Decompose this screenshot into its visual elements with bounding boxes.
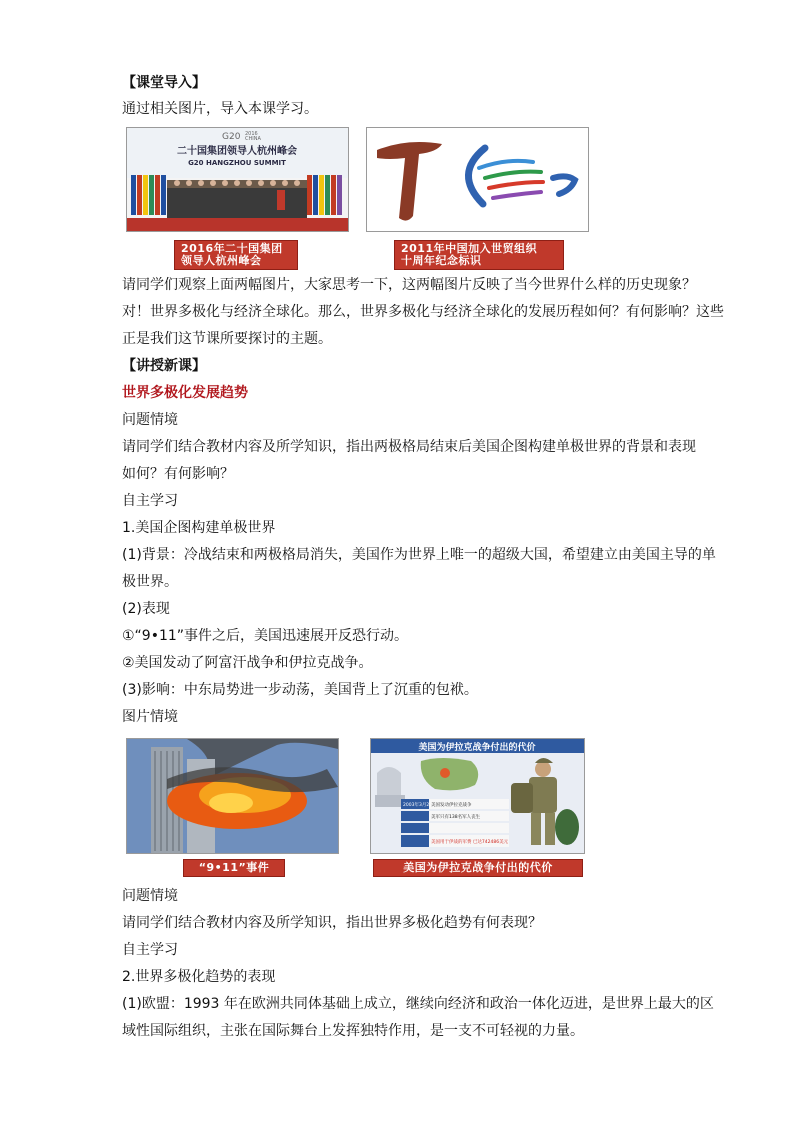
leaders-group bbox=[167, 180, 307, 218]
point1-heading: 1.美国企图构建单极世界 bbox=[122, 520, 276, 536]
g20-country: CHINA bbox=[245, 136, 261, 142]
g20-title-cn: 二十国集团领导人杭州峰会 bbox=[177, 146, 297, 157]
nine-eleven-image bbox=[126, 738, 339, 854]
eu-line2: 域性国际组织，主张在国际舞台上发挥独特作用，是一支不可轻视的力量。 bbox=[122, 1023, 584, 1039]
g20-caption: 2016年二十国集团 领导人杭州峰会 bbox=[174, 240, 298, 270]
new-lesson-heading: 【讲授新课】 bbox=[122, 358, 206, 374]
para1-line3: 正是我们这节课所要探讨的主题。 bbox=[122, 331, 332, 347]
background-line1: (1)背景：冷战结束和两极格局消失，美国作为世界上唯一的超级大国，希望建立由美国主导的单 bbox=[122, 547, 716, 563]
para1-line1: 请同学们观察上面两幅图片，大家思考一下，这两幅图片反映了当今世界什么样的历史现象？ bbox=[122, 277, 696, 293]
point2-heading: 2.世界多极化趋势的表现 bbox=[122, 969, 276, 985]
iraq-row2-text: 美军只有138名军人丧生 bbox=[431, 815, 481, 820]
background-line2: 极世界。 bbox=[122, 574, 178, 590]
para1-line2: 对！世界多极化与经济全球化。那么，世界多极化与经济全球化的发展历程如何？有何影响？这些 bbox=[122, 304, 724, 320]
g20-summit-image bbox=[126, 127, 349, 232]
effect-text: (3)影响：中东局势进一步动荡，美国背上了沉重的包袱。 bbox=[122, 682, 478, 698]
g20-brand: G20 bbox=[222, 132, 241, 142]
question-scenario-label-2: 问题情境 bbox=[122, 888, 178, 904]
manifestation-label: (2)表现 bbox=[122, 601, 170, 617]
eu-line1: (1)欧盟：1993 年在欧洲共同体基础上成立，继续向经济和政治一体化迈进，是世界上最大的区 bbox=[122, 996, 714, 1012]
wto-caption: 2011年中国加入世贸组织 十周年纪念标识 bbox=[394, 240, 564, 270]
topic-title: 世界多极化发展趋势 bbox=[122, 385, 248, 401]
question2-text: 请同学们结合教材内容及所学知识，指出世界多极化趋势有何表现？ bbox=[122, 915, 542, 931]
iraq-war-cost-image bbox=[370, 738, 585, 854]
iraq-row1-text: 美国发动伊拉克战争 bbox=[431, 803, 472, 808]
iraq-poster-title: 美国为伊拉克战争付出的代价 bbox=[418, 743, 536, 753]
soldier-figure bbox=[511, 758, 579, 845]
wto-anniversary-image bbox=[366, 127, 589, 232]
manifestation-item-1: ①“9•11”事件之后，美国迅速展开反恐行动。 bbox=[122, 628, 409, 644]
self-study-label-1: 自主学习 bbox=[122, 493, 178, 509]
nine-eleven-caption: “9•11”事件 bbox=[183, 859, 285, 877]
g20-title-en: G20 HANGZHOU SUMMIT bbox=[188, 159, 286, 167]
self-study-label-2: 自主学习 bbox=[122, 942, 178, 958]
intro-text: 通过相关图片，导入本课学习。 bbox=[122, 101, 318, 117]
iraq-poster-rows bbox=[401, 799, 509, 847]
question1-line2: 如何？有何影响？ bbox=[122, 466, 234, 482]
question1-line1: 请同学们结合教材内容及所学知识，指出两极格局结束后美国企图构建单极世界的背景和表现 bbox=[122, 439, 696, 455]
question-scenario-label-1: 问题情境 bbox=[122, 412, 178, 428]
manifestation-item-2: ②美国发动了阿富汗战争和伊拉克战争。 bbox=[122, 655, 373, 671]
iraq-caption: 美国为伊拉克战争付出的代价 bbox=[373, 859, 583, 877]
intro-heading: 【课堂导入】 bbox=[122, 75, 206, 91]
iraq-row1-date: 2003年3月20日 bbox=[403, 803, 437, 808]
g20-year: 2016 bbox=[245, 131, 258, 137]
iraq-row4-text: 美国用于伊战的军费 已达742486美元 bbox=[431, 840, 509, 845]
picture-scenario-label: 图片情境 bbox=[122, 709, 178, 725]
